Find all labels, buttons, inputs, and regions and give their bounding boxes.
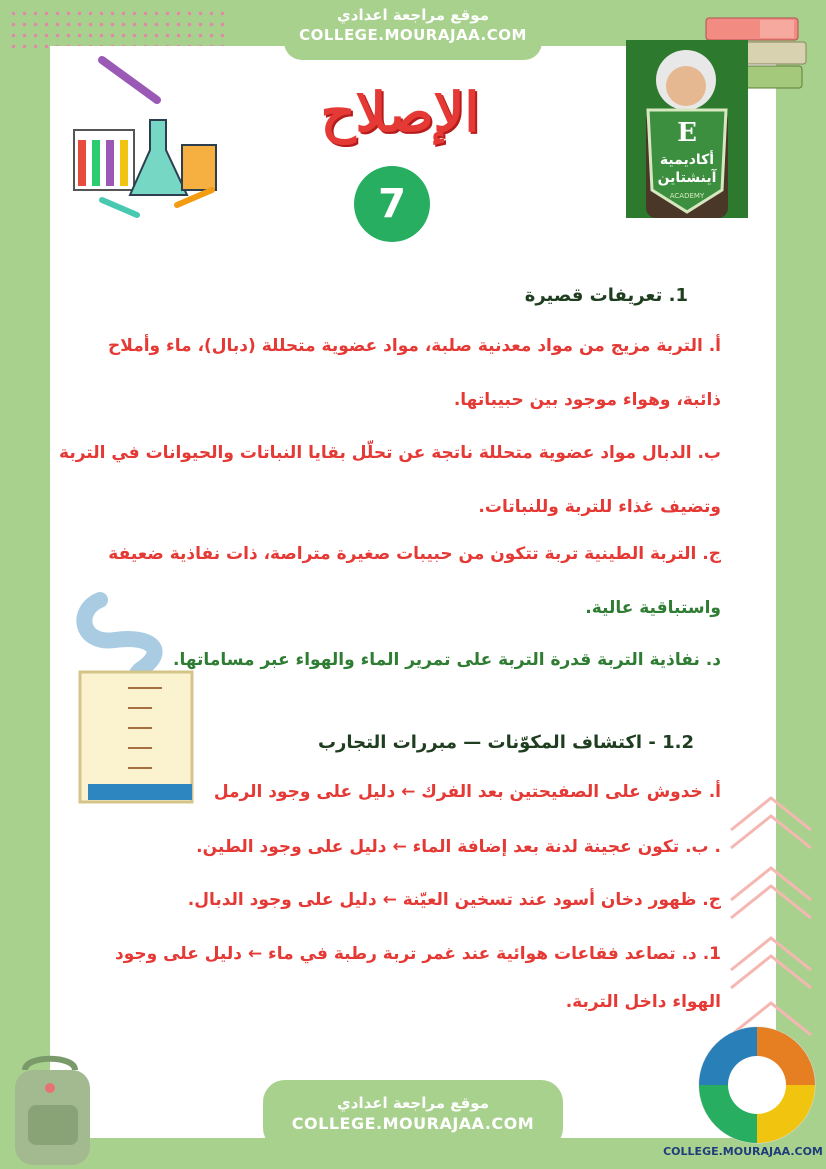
corner-site-url[interactable]: COLLEGE.MOURAJAA.COM [663, 1145, 823, 1158]
header-tab [284, 0, 542, 60]
section1-line-2: ذائبة، وهواء موجود بين حبيباتها. [453, 390, 721, 410]
footer-site-url[interactable]: COLLEGE.MOURAJAA.COM [291, 1114, 535, 1133]
backpack-icon [0, 1050, 110, 1169]
steaming-beaker-illustration [70, 590, 200, 810]
chemistry-lab-illustration [62, 50, 232, 220]
section1-line-6: واستباقية عالية. [585, 598, 721, 618]
section1-line-4: وتضيف غذاء للتربة وللنباتات. [478, 497, 721, 517]
academy-logo-sub: ACADEMY [669, 192, 705, 200]
header-site-url[interactable]: COLLEGE.MOURAJAA.COM [299, 26, 527, 44]
footer-tab [263, 1080, 563, 1150]
academy-logo-name-2: آينشتاين [657, 170, 717, 186]
section2-line-4: 1. د. تصاعد فقاعات هوائية عند غمر تربة رطبة في ماء ← دليل على وجود [114, 944, 721, 964]
exercise-number-badge: 7 [354, 166, 430, 242]
section1-line-1: أ. التربة مزيج من مواد معدنية صلبة، مواد عضوية متحللة (دبال)، ماء وأملاح [108, 336, 721, 356]
academy-logo-name-1: أكاديمية [659, 152, 715, 168]
footer-site-name: موقع مراجعة اعدادي [337, 1094, 489, 1112]
page-title: الإصلاح [320, 80, 480, 144]
section1-line-5: ج. التربة الطينية تربة تتكون من حبيبات صغيرة متراصة، ذات نفاذية ضعيفة [108, 544, 721, 564]
header-site-name: موقع مراجعة اعدادي [337, 6, 489, 24]
academy-logo-letter: E [677, 118, 697, 148]
section1-heading: 1. تعريفات قصيرة [524, 285, 688, 306]
dot-pattern [8, 8, 228, 48]
section2-line-3: ج. ظهور دخان أسود عند تسخين العيّنة ← دليل على وجود الدبال. [187, 890, 721, 910]
mourajaa-circle-logo-icon [694, 1022, 820, 1148]
section2-heading: 1.2 - اكتشاف المكوّنات — مبررات التجارب [317, 732, 694, 753]
chevron-decoration-icon [716, 790, 826, 1050]
section2-line-5: الهواء داخل التربة. [565, 992, 721, 1012]
section2-line-2: . ب. تكون عجينة لدنة بعد إضافة الماء ← دليل على وجود الطين. [196, 837, 721, 857]
section1-line-3: ب. الدبال مواد عضوية متحللة ناتجة عن تحلّل بقايا النباتات والحيوانات في التربة [59, 443, 721, 463]
academy-logo [626, 40, 748, 218]
section2-line-1: أ. خدوش على الصفيحتين بعد الفرك ← دليل على وجود الرمل [213, 782, 721, 802]
section1-line-7: د. نفاذية التربة قدرة التربة على تمرير الماء والهواء عبر مساماتها. [172, 650, 721, 670]
